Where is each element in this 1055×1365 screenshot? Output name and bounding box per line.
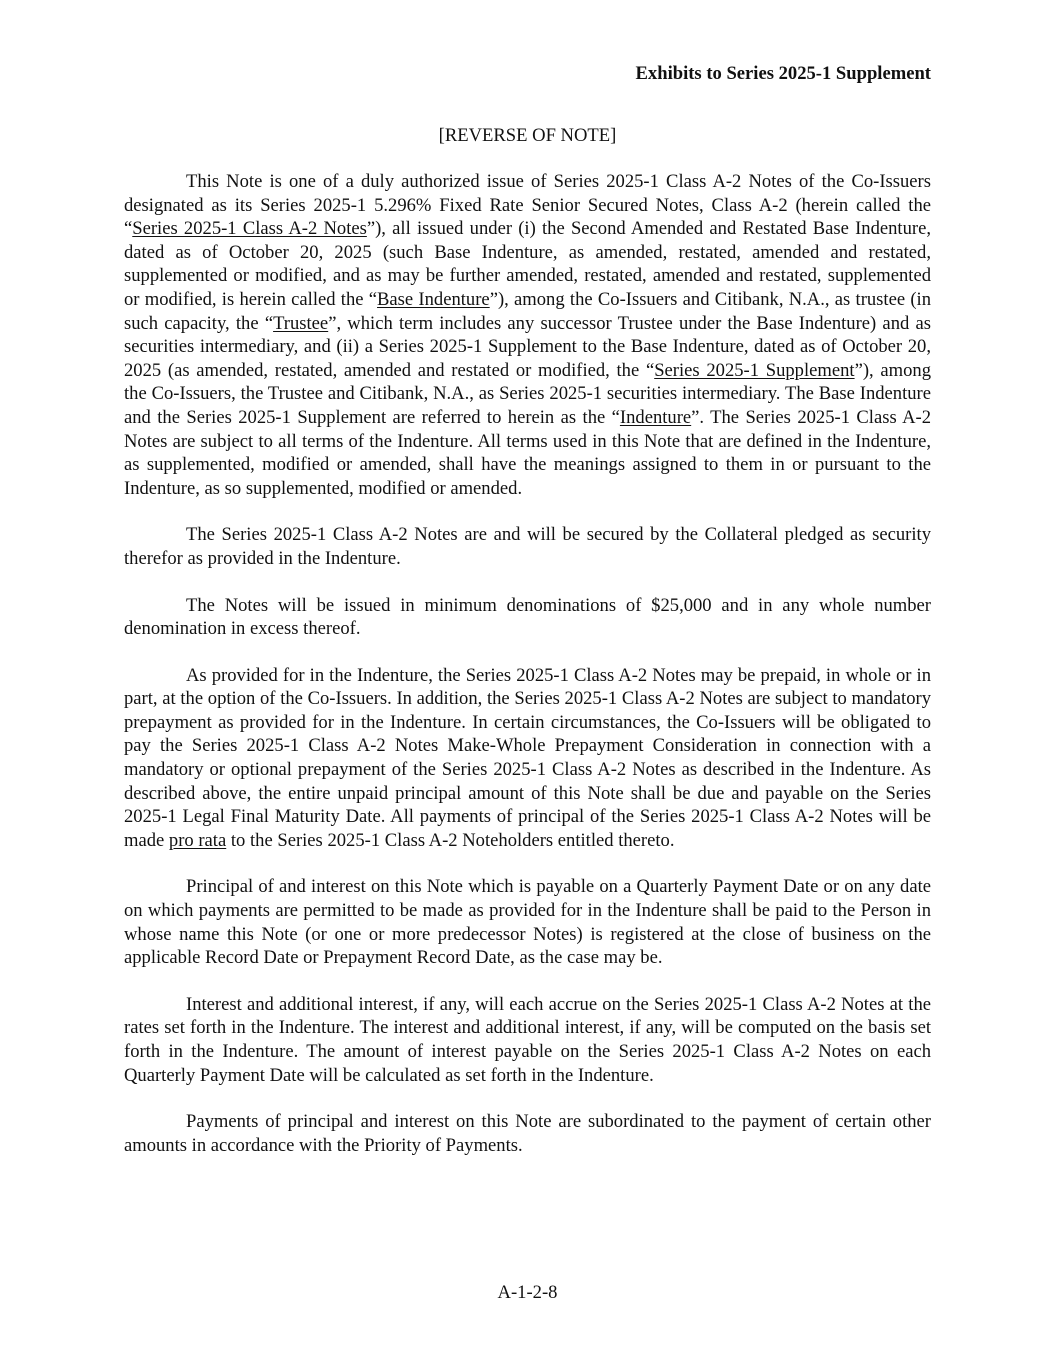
paragraph-5: Principal of and interest on this Note which is payable on a Quarterly Payment Date or on any date on which payments are permitted to be made as provided for in the Indenture shall be paid to the Person in whose name this Note (or one or more predecessor Notes) is registered at the close of business on the applicable Record Date or Prepayment Record Date, as the case may be.: [124, 876, 931, 969]
term-pro-rata: pro rata: [168, 829, 227, 851]
defined-term-indenture: Indenture: [619, 406, 692, 428]
text-run: ”), among the Co-Issuers, the Trustee and Citibank, N.A., as Series 2025-1 securities intermediary. The Base Indenture and the Series 2025-1 Supplement are referred to herein as the “: [124, 359, 931, 428]
document-page: [124, 0, 931, 1365]
document-title: [REVERSE OF NOTE]: [438, 125, 617, 146]
text-run: As provided for in the Indenture, the Series 2025-1 Class A-2 Notes may be prepaid, in whole or in part, at the option of the Co-Issuers. In addition, the Series 2025-1 Class A-2 Notes are subject to mandatory prepayment as provided for in the Indenture. In certain circumstances, the Co-Issuers will be obligated to pay the Series 2025-1 Class A-2 Notes Make-Whole Prepayment Consideration in connection with a mandatory or optional prepayment of the Series 2025-1 Class A-2 Notes as described in the Indenture. As described above, the entire unpaid principal amount of this Note shall be due and payable on the Series 2025-1 Legal Final Maturity Date. All payments of principal of the Series 2025-1 Class A-2 Notes will be made: [124, 664, 931, 851]
document-body: [124, 170, 931, 1180]
page-number: A-1-2-8: [497, 1282, 558, 1303]
paragraph-6: Interest and additional interest, if any, will each accrue on the Series 2025-1 Class A-2 Notes at the rates set forth in the Indenture. The interest and additional interest, if any, will be computed on the basis set forth in the Indenture. The amount of interest payable on the Series 2025-1 Class A-2 Notes on each Quarterly Payment Date will be calculated as set forth in the Indenture.: [124, 993, 931, 1086]
defined-term-series-supplement: Series 2025-1 Supplement: [654, 359, 855, 381]
defined-term-series-notes: Series 2025-1 Class A-2 Notes: [132, 218, 367, 240]
paragraph-4: [124, 664, 931, 853]
text-run: ”. The Series 2025-1 Class A-2 Notes are subject to all terms of the Indenture. All terms used in this Note that are defined in the Indenture, as supplemented, modified or amended, shall have the meanings assigned to them in or pursuant to the Indenture, as so supplemented, modified or amended.: [124, 406, 931, 499]
text-run: This Note is one of a duly authorized issue of Series 2025-1 Class A-2 Notes of the Co-Issuers designated as its Series 2025-1 5.296% Fixed Rate Senior Secured Notes, Class A-2 (herein called the “: [124, 171, 931, 240]
text-run: ”, which term includes any successor Trustee under the Base Indenture) and as securities intermediary, and (ii) a Series 2025-1 Supplement to the Base Indenture, dated as of October 20, 2025 (as amended, restated, amended and restated or modified, the “: [124, 312, 931, 381]
defined-term-base-indenture: Base Indenture: [377, 288, 490, 310]
text-run: to the Series 2025-1 Class A-2 Noteholders entitled thereto.: [226, 829, 675, 851]
paragraph-3: The Notes will be issued in minimum denominations of $25,000 and in any whole number denomination in excess thereof.: [124, 594, 931, 640]
paragraph-2: The Series 2025-1 Class A-2 Notes are and will be secured by the Collateral pledged as security therefor as provided in the Indenture.: [124, 524, 931, 569]
paragraph-7: Payments of principal and interest on this Note are subordinated to the payment of certain other amounts in accordance with the Priority of Payments.: [124, 1111, 931, 1156]
text-run: ”), among the Co-Issuers and Citibank, N.A., as trustee (in such capacity, the “: [124, 288, 931, 334]
paragraph-1: [124, 170, 931, 500]
text-run: ”), all issued under (i) the Second Amended and Restated Base Indenture, dated as of October 20, 2025 (such Base Indenture, as amended, restated, amended and restated, supplemented or modified, and as may be further amended, restated, amended and restated, supplemented or modified, is herein called the “: [124, 218, 931, 310]
page-header: Exhibits to Series 2025-1 Supplement: [635, 63, 931, 84]
defined-term-trustee: Trustee: [273, 312, 329, 334]
